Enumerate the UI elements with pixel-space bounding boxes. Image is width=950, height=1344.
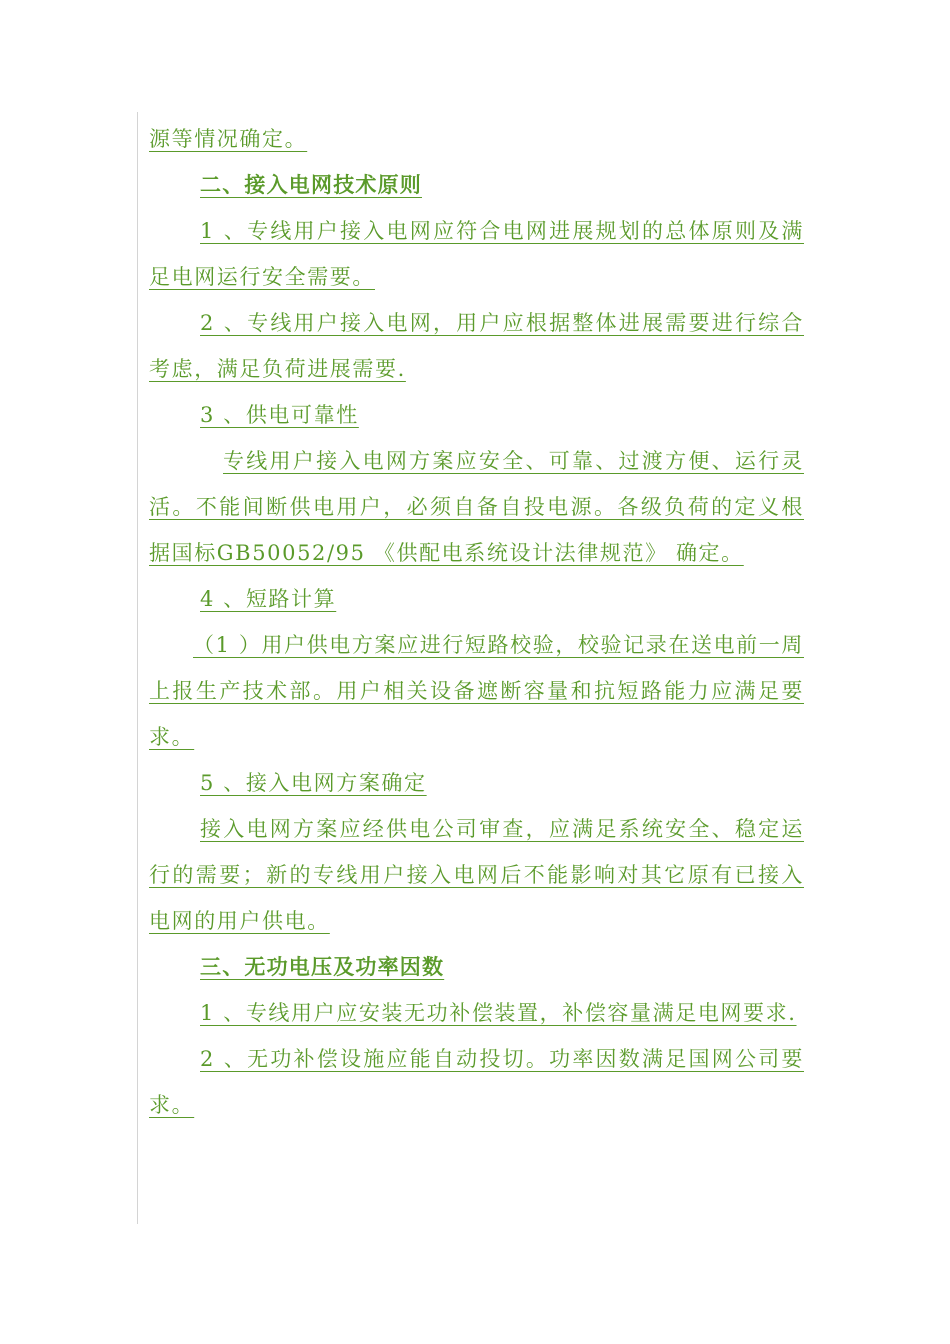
paragraph-reactive-item-1: 1 、专线用户应安装无功补偿装置，补偿容量满足电网要求. [200, 1001, 797, 1025]
document-body [149, 116, 804, 1128]
paragraph-reactive-item-2: 2 、无功补偿设施应能自动投切。功率因数满足国网公司要求。 [149, 1047, 804, 1117]
paragraph-item-1: 1 、专线用户接入电网应符合电网进展规划的总体原则及满足电网运行安全需要。 [149, 219, 804, 289]
paragraph-continuation: 源等情况确定。 [149, 127, 308, 151]
paragraph-short-circuit-body: （1 ）用户供电方案应进行短路校验，校验记录在送电前一周上报生产技术部。用户相关设备遮断容量和抗短路能力应满足要求。 [149, 633, 804, 749]
subheading-short-circuit: 4 、短路计算 [200, 587, 337, 611]
subheading-reliability: 3 、供电可靠性 [200, 403, 359, 427]
paragraph-item-2: 2 、专线用户接入电网，用户应根据整体进展需要进行综合考虑，满足负荷进展需要. [149, 311, 804, 381]
subheading-access-plan: 5 、接入电网方案确定 [200, 771, 427, 795]
paragraph-reliability-body: 专线用户接入电网方案应安全、可靠、过渡方便、运行灵活。不能间断供电用户，必须自备自投电源。各级负荷的定义根据国标GB50052/95 《供配电系统设计法律规范》 确定。 [149, 449, 804, 565]
page-margin-line [137, 112, 138, 1224]
section-heading-grid-access-principles: 二、接入电网技术原则 [200, 173, 422, 197]
paragraph-access-plan-body: 接入电网方案应经供电公司审查，应满足系统安全、稳定运行的需要；新的专线用户接入电网后不能影响对其它原有已接入电网的用户供电。 [149, 817, 804, 933]
section-heading-reactive-power: 三、无功电压及功率因数 [200, 955, 445, 979]
